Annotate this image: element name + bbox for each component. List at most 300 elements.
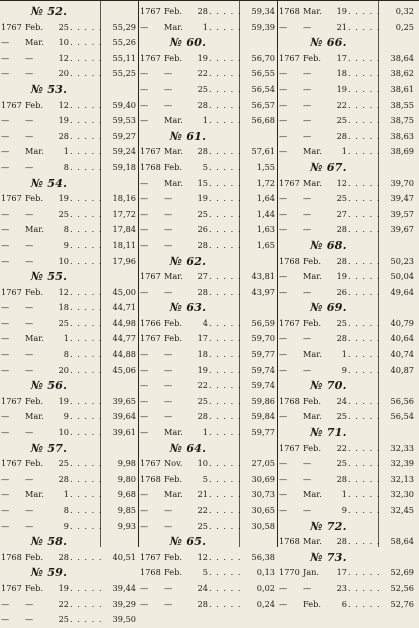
table-row [278, 4, 419, 20]
year-cell: 1768 [140, 161, 161, 172]
day-cell: 28 [197, 598, 208, 609]
value-cell: 39,70 [390, 177, 414, 188]
table-row [278, 66, 419, 82]
value-cell: 27,05 [251, 458, 275, 469]
table-row [278, 51, 419, 67]
leader-dots: . . . . . [348, 146, 381, 157]
table-row [0, 144, 138, 160]
month-cell: Feb. [164, 317, 182, 328]
month-cell: — [303, 473, 312, 484]
table-row [0, 300, 138, 316]
table-row [139, 4, 277, 20]
year-cell: — [140, 208, 149, 219]
year-cell: 1767 [140, 551, 161, 562]
month-cell: — [25, 349, 34, 360]
year-cell: — [1, 427, 10, 438]
table-row [139, 207, 277, 223]
value-cell: 40,79 [390, 317, 414, 328]
year-cell: — [279, 130, 288, 141]
month-cell: — [25, 598, 34, 609]
day-cell: 22 [197, 505, 208, 515]
day-cell: 25 [336, 193, 347, 204]
section-header: № 56. [30, 378, 68, 393]
value-cell: 55,26 [112, 37, 136, 48]
day-cell: 22 [336, 442, 347, 453]
day-cell: 28 [197, 146, 208, 157]
table-row [139, 394, 277, 410]
day-cell: 10 [58, 37, 69, 48]
table-row [139, 191, 277, 207]
leader-dots: . . . . . [348, 271, 381, 282]
table-row [0, 285, 138, 301]
table-row [278, 597, 419, 613]
year-cell: — [140, 427, 149, 438]
month-cell: Mar. [303, 271, 322, 282]
year-cell: — [140, 239, 149, 250]
leader-dots: . . . . . [70, 146, 103, 157]
table-row [0, 581, 138, 597]
month-cell: — [303, 208, 312, 219]
leader-dots: . . . . . [348, 489, 381, 500]
year-cell: 1767 [279, 317, 300, 328]
value-cell: 59,27 [112, 130, 136, 141]
month-cell: — [25, 130, 34, 141]
value-cell: 32,39 [390, 458, 414, 469]
month-cell: — [164, 239, 173, 250]
month-cell: Mar. [164, 489, 183, 500]
value-cell: 17,84 [112, 224, 136, 235]
year-cell: 1768 [279, 536, 300, 547]
table-row [0, 20, 138, 36]
section-header: № 59. [30, 565, 68, 580]
table-row [139, 66, 277, 82]
leader-dots: . . . . . [348, 208, 381, 219]
month-cell: Mar. [25, 411, 44, 422]
leader-dots: . . . . . [209, 271, 242, 282]
value-cell: 59,70 [251, 333, 275, 344]
month-cell: Mar. [25, 333, 44, 344]
leader-dots: . . . . . [70, 255, 103, 266]
day-cell: 25 [197, 520, 208, 531]
table-row [278, 254, 419, 270]
table-row [139, 550, 277, 566]
leader-dots: . . . . . [209, 582, 242, 593]
year-cell: — [140, 380, 149, 391]
value-cell: 44,98 [112, 317, 136, 328]
year-cell: — [279, 224, 288, 235]
day-cell: 22 [58, 598, 69, 609]
table-row [139, 331, 277, 347]
year-cell: — [1, 161, 10, 172]
day-cell: 24 [336, 395, 347, 406]
year-cell: 1768 [279, 395, 300, 406]
section-header: № 61. [169, 128, 207, 143]
day-cell: 25 [58, 614, 69, 625]
leader-dots: . . . . . [70, 458, 103, 469]
year-cell: — [140, 505, 149, 515]
day-cell: 22 [197, 68, 208, 79]
value-cell: 59,24 [112, 146, 136, 157]
table-row [0, 316, 138, 332]
table-row [278, 456, 419, 472]
day-cell: 25 [58, 317, 69, 328]
table-row [278, 441, 419, 457]
value-cell: 59,53 [112, 115, 136, 126]
leader-dots: . . . . . [209, 6, 242, 16]
section-header: № 67. [310, 159, 347, 174]
month-cell: Feb. [164, 567, 182, 578]
value-cell: 17,72 [112, 208, 136, 219]
month-cell: Feb. [303, 598, 321, 609]
year-cell: — [140, 286, 149, 297]
day-cell: 24 [197, 582, 208, 593]
day-cell: 1 [341, 146, 347, 157]
year-cell: — [279, 473, 288, 484]
month-cell: — [25, 427, 34, 438]
leader-dots: . . . . . [209, 161, 242, 172]
day-cell: 26 [336, 286, 347, 297]
month-cell: Nov. [164, 458, 183, 469]
day-cell: 5 [202, 161, 208, 172]
month-cell: — [25, 520, 34, 531]
table-row [278, 331, 419, 347]
day-cell: 25 [58, 208, 69, 219]
month-cell: Mar. [164, 21, 183, 32]
day-cell: 25 [197, 395, 208, 406]
month-cell: — [303, 68, 312, 79]
year-cell: 1770 [279, 567, 300, 578]
month-cell: — [303, 505, 312, 515]
value-cell: 56,57 [251, 99, 275, 110]
month-cell: Feb. [25, 99, 43, 110]
leader-dots: . . . . . [209, 458, 242, 469]
leader-dots: . . . . . [209, 239, 242, 250]
year-cell: 1768 [1, 551, 22, 562]
value-cell: 1,44 [256, 208, 275, 219]
year-cell: — [279, 411, 288, 422]
year-cell: — [140, 520, 149, 531]
month-cell: Mar. [164, 146, 183, 157]
day-cell: 17 [336, 567, 347, 578]
value-cell: 59,39 [251, 21, 275, 32]
value-cell: 1,65 [256, 239, 275, 250]
year-cell: — [1, 614, 10, 625]
table-row [139, 98, 277, 114]
table-row [0, 66, 138, 82]
month-cell: — [303, 333, 312, 344]
month-cell: — [25, 614, 34, 625]
month-cell: — [25, 161, 34, 172]
day-cell: 19 [58, 582, 69, 593]
day-cell: 20 [58, 364, 69, 375]
value-cell: 38,69 [390, 146, 414, 157]
value-cell: 44,88 [112, 349, 136, 360]
leader-dots: . . . . . [209, 52, 242, 63]
value-cell: 32,13 [390, 473, 414, 484]
table-row [278, 222, 419, 238]
year-cell: — [279, 193, 288, 204]
table-row [139, 144, 277, 160]
year-cell: — [140, 224, 149, 235]
leader-dots: . . . . . [209, 208, 242, 219]
year-cell: — [1, 52, 10, 63]
year-cell: — [279, 489, 288, 500]
month-cell: — [164, 68, 173, 79]
leader-dots: . . . . . [70, 582, 103, 593]
table-row [139, 456, 277, 472]
table-row [139, 316, 277, 332]
table-row [139, 285, 277, 301]
month-cell: Feb. [164, 6, 182, 16]
leader-dots: . . . . . [70, 115, 103, 126]
month-cell: Mar. [303, 411, 322, 422]
value-cell: 30,58 [251, 520, 275, 531]
day-cell: 8 [63, 349, 69, 360]
year-cell: 1767 [140, 333, 161, 344]
year-cell: — [140, 99, 149, 110]
table-row [139, 597, 277, 613]
month-cell: Jan. [303, 567, 320, 578]
day-cell: 17 [197, 333, 208, 344]
year-cell: — [279, 505, 288, 515]
day-cell: 19 [58, 193, 69, 204]
leader-dots: . . . . . [70, 21, 103, 32]
value-cell: 17,96 [112, 255, 136, 266]
table-row [278, 191, 419, 207]
leader-dots: . . . . . [70, 505, 103, 515]
value-cell: 50,04 [390, 271, 414, 282]
table-row [0, 409, 138, 425]
value-cell: 56,38 [251, 551, 275, 562]
value-cell: 32,45 [390, 505, 414, 515]
value-cell: 59,77 [251, 349, 275, 360]
month-cell: Mar. [25, 37, 44, 48]
table-row [0, 519, 138, 535]
day-cell: 1 [202, 21, 208, 32]
leader-dots: . . . . . [348, 473, 381, 484]
month-cell: Feb. [164, 52, 182, 63]
month-cell: — [25, 52, 34, 63]
table-row [139, 378, 277, 394]
leader-dots: . . . . . [70, 427, 103, 438]
table-row [0, 35, 138, 51]
leader-dots: . . . . . [348, 395, 381, 406]
day-cell: 17 [336, 52, 347, 63]
month-cell: — [25, 317, 34, 328]
day-cell: 15 [197, 177, 208, 188]
year-cell: — [279, 364, 288, 375]
day-cell: 18 [58, 302, 69, 313]
section-header: № 52. [30, 4, 68, 18]
value-cell: 1,72 [256, 177, 275, 188]
month-cell: — [25, 115, 34, 126]
leader-dots: . . . . . [209, 364, 242, 375]
leader-dots: . . . . . [209, 380, 242, 391]
value-cell: 59,18 [112, 161, 136, 172]
table-row [0, 98, 138, 114]
table-row [0, 612, 138, 628]
leader-dots: . . . . . [209, 99, 242, 110]
month-cell: Feb. [164, 161, 182, 172]
section-header: № 68. [310, 237, 347, 252]
year-cell: — [140, 411, 149, 422]
leader-dots: . . . . . [348, 68, 381, 79]
year-cell: — [279, 598, 288, 609]
value-cell: 39,29 [112, 598, 136, 609]
month-cell: Mar. [303, 489, 322, 500]
table-row [0, 472, 138, 488]
month-cell: — [303, 130, 312, 141]
leader-dots: . . . . . [70, 333, 103, 344]
year-cell: — [279, 146, 288, 157]
value-cell: 40,64 [390, 333, 414, 344]
month-cell: — [25, 239, 34, 250]
month-cell: Mar. [164, 115, 183, 126]
table-column-3 [278, 1, 419, 609]
day-cell: 1 [202, 115, 208, 126]
value-cell: 30,69 [251, 473, 275, 484]
table-row [278, 20, 419, 36]
table-row [0, 597, 138, 613]
value-cell: 59,34 [251, 6, 275, 16]
leader-dots: . . . . . [348, 317, 381, 328]
year-cell: — [279, 115, 288, 126]
day-cell: 8 [63, 505, 69, 515]
day-cell: 6 [341, 598, 347, 609]
leader-dots: . . . . . [348, 582, 381, 593]
month-cell: — [164, 193, 173, 204]
day-cell: 28 [336, 536, 347, 547]
day-cell: 5 [202, 473, 208, 484]
value-cell: 38,63 [390, 130, 414, 141]
month-cell: — [25, 505, 34, 515]
month-cell: — [164, 83, 173, 94]
month-cell: Feb. [164, 473, 182, 484]
day-cell: 1 [202, 427, 208, 438]
leader-dots: . . . . . [209, 224, 242, 235]
year-cell: — [1, 489, 10, 500]
day-cell: 9 [63, 239, 69, 250]
year-cell: — [279, 582, 288, 593]
table-row [278, 534, 419, 550]
year-cell: — [279, 286, 288, 297]
value-cell: 52,69 [390, 567, 414, 578]
table-row [278, 472, 419, 488]
month-cell: Feb. [303, 317, 321, 328]
value-cell: 0,32 [395, 6, 414, 16]
year-cell: 1767 [140, 6, 161, 16]
table-row [278, 207, 419, 223]
table-row [278, 98, 419, 114]
table-row [0, 238, 138, 254]
leader-dots: . . . . . [209, 146, 242, 157]
leader-dots: . . . . . [348, 6, 381, 16]
month-cell: — [164, 364, 173, 375]
day-cell: 1 [63, 333, 69, 344]
month-cell: Feb. [25, 458, 43, 469]
year-cell: — [279, 271, 288, 282]
table-row [278, 347, 419, 363]
leader-dots: . . . . . [70, 193, 103, 204]
leader-dots: . . . . . [209, 349, 242, 360]
leader-dots: . . . . . [70, 37, 103, 48]
month-cell: — [303, 224, 312, 235]
value-cell: 38,61 [390, 83, 414, 94]
value-cell: 1,63 [256, 224, 275, 235]
value-cell: 44,77 [112, 333, 136, 344]
table-row [278, 394, 419, 410]
table-row [0, 207, 138, 223]
section-header: № 63. [169, 300, 207, 315]
year-cell: — [279, 99, 288, 110]
day-cell: 26 [197, 224, 208, 235]
year-cell: — [1, 302, 10, 313]
leader-dots: . . . . . [348, 115, 381, 126]
table-row [278, 176, 419, 192]
table-row [278, 503, 419, 519]
year-cell: 1767 [1, 286, 22, 297]
day-cell: 18 [336, 68, 347, 79]
month-cell: Mar. [25, 489, 44, 500]
leader-dots: . . . . . [209, 427, 242, 438]
month-cell: — [25, 68, 34, 79]
value-cell: 39,50 [112, 614, 136, 625]
year-cell: — [140, 115, 149, 126]
year-cell: — [1, 473, 10, 484]
table-row [139, 82, 277, 98]
year-cell: — [279, 208, 288, 219]
year-cell: — [279, 349, 288, 360]
leader-dots: . . . . . [209, 520, 242, 531]
section-header: № 60. [169, 35, 207, 50]
year-cell: — [1, 520, 10, 531]
month-cell: — [164, 582, 173, 593]
value-cell: 44,71 [112, 302, 136, 313]
month-cell: — [303, 364, 312, 375]
year-cell: — [279, 333, 288, 344]
day-cell: 19 [58, 395, 69, 406]
section-header: № 54. [30, 175, 68, 190]
section-header: № 73. [310, 549, 347, 564]
year-cell: — [140, 364, 149, 375]
day-cell: 21 [336, 21, 347, 32]
leader-dots: . . . . . [348, 52, 381, 63]
value-cell: 59,74 [251, 380, 275, 391]
day-cell: 28 [336, 224, 347, 235]
section-header: № 70. [310, 378, 347, 393]
table-row [278, 113, 419, 129]
value-cell: 59,40 [112, 99, 136, 110]
year-cell: — [1, 411, 10, 422]
year-cell: 1767 [279, 52, 300, 63]
year-cell: 1768 [279, 255, 300, 266]
leader-dots: . . . . . [70, 520, 103, 531]
leader-dots: . . . . . [70, 161, 103, 172]
month-cell: — [25, 208, 34, 219]
year-cell: — [1, 255, 10, 266]
leader-dots: . . . . . [348, 130, 381, 141]
table-row [0, 347, 138, 363]
table-row [139, 222, 277, 238]
value-cell: 58,64 [390, 536, 414, 547]
day-cell: 25 [58, 21, 69, 32]
value-cell: 9,85 [117, 505, 136, 515]
leader-dots: . . . . . [70, 286, 103, 297]
table-row [139, 581, 277, 597]
year-cell: 1767 [140, 52, 161, 63]
day-cell: 25 [336, 317, 347, 328]
day-cell: 19 [336, 83, 347, 94]
